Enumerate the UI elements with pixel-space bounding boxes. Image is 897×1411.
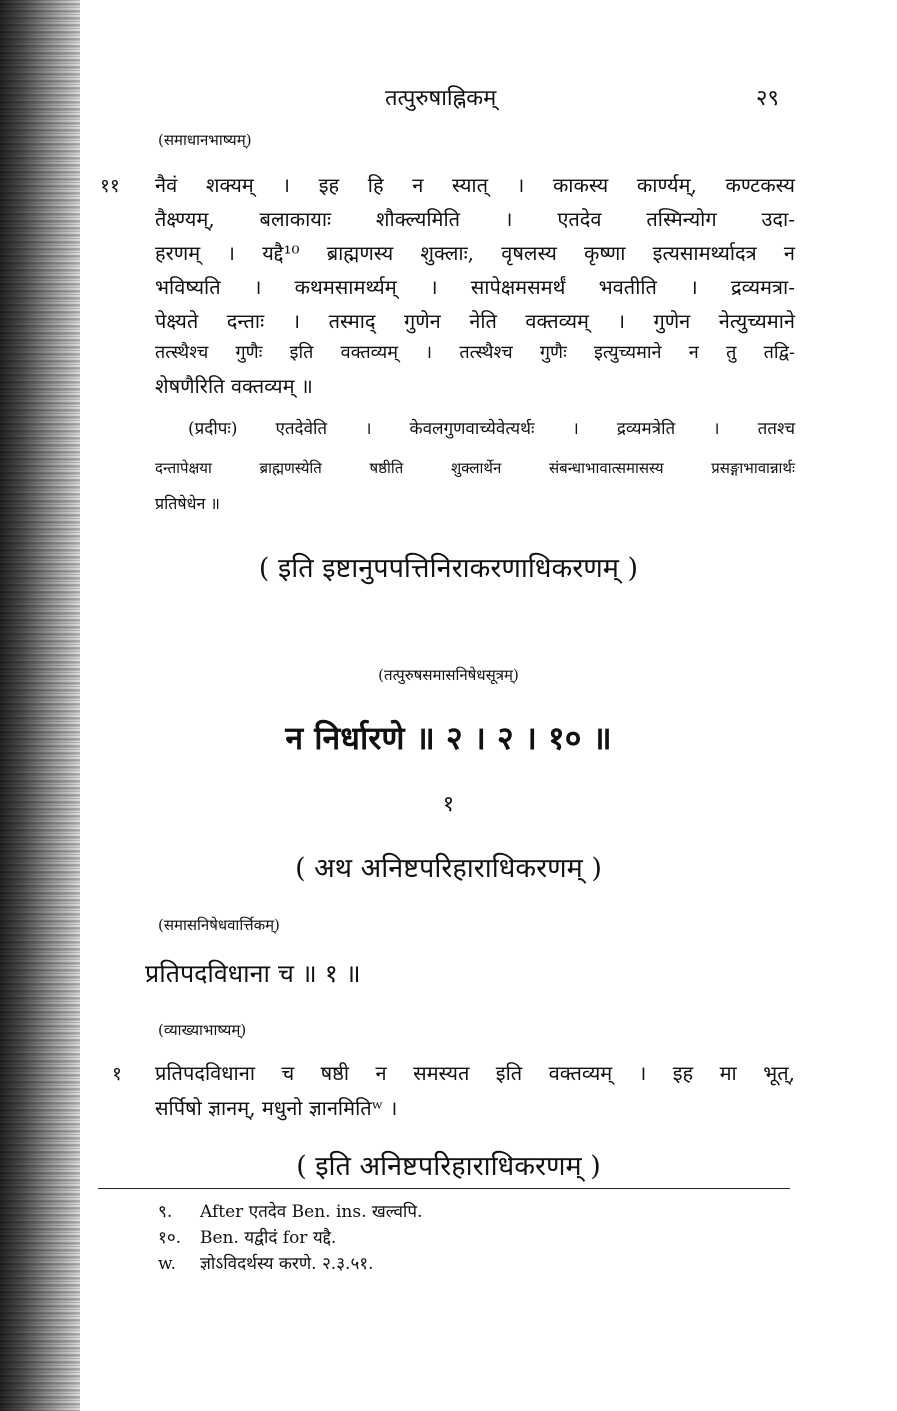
footnote: [158, 1251, 374, 1274]
text-line: पेक्ष्यते दन्ताः । तस्माद् गुणेन नेति वक्तव्यम् । गुणेन नेत्युच्यमाने: [155, 309, 795, 333]
footnote-text: After एतदेव Ben. ins. खल्वपि.: [200, 1202, 423, 1222]
section-end-heading: ( इति अनिष्टपरिहाराधिकरणम् ): [296, 1151, 601, 1182]
footnote-text: Ben. यद्वीदं for यद्दै.: [200, 1228, 337, 1248]
varttika-label: (समासनिषेधवार्त्तिकम्): [158, 916, 280, 934]
footnote: [158, 1225, 336, 1248]
footnote-text: ज्ञोऽविदर्थस्य करणे. २.३.५१.: [200, 1254, 374, 1274]
footnote-mark: १०.: [158, 1228, 182, 1248]
running-title: तत्पुरुषाह्निकम्: [385, 86, 497, 111]
section-start-heading: ( अथ अनिष्टपरिहाराधिकरणम् ): [295, 853, 602, 884]
commentary-line: दन्तापेक्षया ब्राह्मणस्येति षष्ठीति शुक्लार्थेन संबन्धाभावात्समासस्य प्रसङ्गाभावान्नार्थः: [155, 459, 795, 477]
footnote: [158, 1199, 422, 1222]
footnote-divider: [98, 1188, 790, 1189]
paragraph-number: ११: [100, 175, 120, 197]
text-line: नैवं शक्यम् । इह हि न स्यात् । काकस्य कार्ण्यम्, कण्टकस्य: [155, 173, 795, 197]
commentary-line: प्रतिषेधेन ॥: [155, 494, 221, 513]
text-line: भविष्यति । कथमसामर्थ्यम् । सापेक्षमसमर्थं भवतीति । द्रव्यमत्रा-: [155, 275, 795, 299]
footnote-mark: ९.: [158, 1202, 173, 1222]
page-number: २९: [756, 86, 779, 111]
text-line: शेषणैरिति वक्तव्यम् ॥: [155, 374, 313, 398]
paragraph-number: १: [112, 1063, 122, 1085]
section-end-heading: ( इति इष्टानुपपत्तिनिराकरणाधिकरणम् ): [258, 553, 639, 584]
binding-shadow: [0, 0, 80, 1411]
sutra-number: १: [442, 792, 455, 817]
sutra-text: न निर्धारणे ॥ २ । २ । १० ॥: [285, 719, 612, 757]
text-line: तत्स्थैश्च गुणैः इति वक्तव्यम् । तत्स्थैश्च गुणैः इत्युच्यमाने न तु तद्वि-: [155, 342, 795, 363]
varttika-text: प्रतिपदविधाना च ॥ १ ॥: [145, 959, 361, 988]
section-label: (समाधानभाष्यम्): [158, 131, 252, 149]
text-line: तैक्ष्ण्यम्, बलाकायाः शौक्ल्यमिति । एतदेव तस्मिन्योग उदा-: [155, 207, 795, 231]
text-line: प्रतिपदविधाना च षष्ठी न समस्यत इति वक्तव्यम् । इह मा भूत्,: [155, 1061, 795, 1085]
section-label: (व्याख्याभाष्यम्): [158, 1021, 247, 1039]
footnote-mark: w.: [158, 1254, 176, 1274]
sutra-label: (तत्पुरुषसमासनिषेधसूत्रम्): [378, 666, 519, 684]
text-line: हरणम् । यद्दै¹⁰ ब्राह्मणस्य शुक्लाः, वृषलस्य कृष्णा इत्यसामर्थ्यादत्र न: [155, 241, 795, 265]
commentary-line: (प्रदीपः) एतदेवेति । केवलगुणवाच्येवेत्यर्थः । द्रव्यमत्रेति । ततश्च: [188, 419, 795, 439]
text-line: सर्पिषो ज्ञानम्, मधुनो ज्ञानमितिʷ ।: [155, 1096, 398, 1120]
